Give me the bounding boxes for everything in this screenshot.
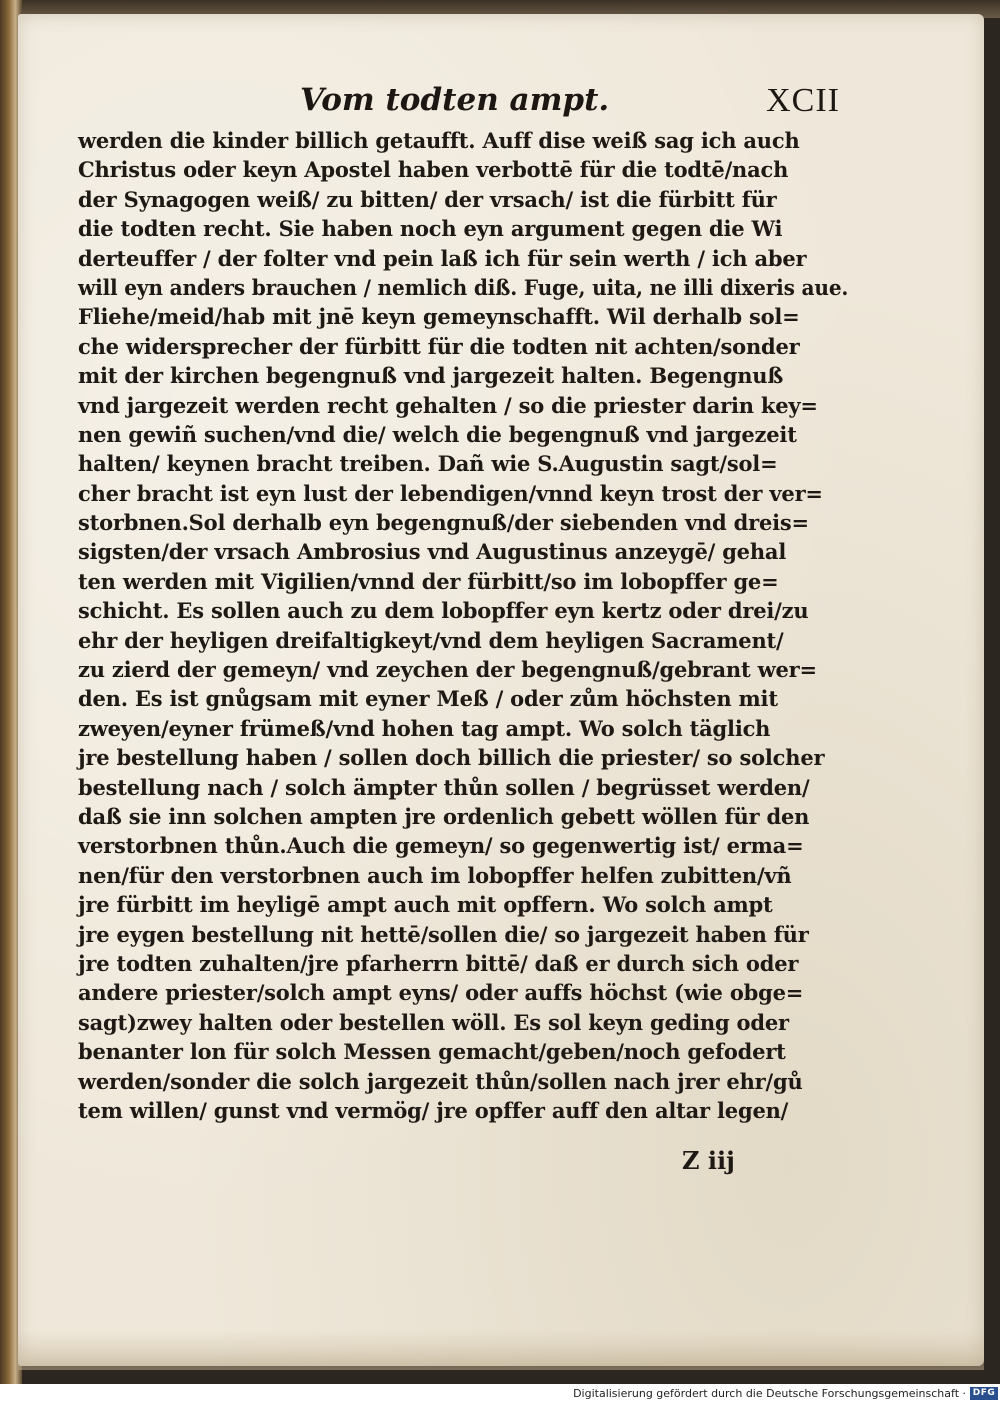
text-line: Christus oder keyn Apostel haben verbottē für die todtē/nach xyxy=(78,157,789,183)
text-line: derteuffer / der folter vnd pein laß ich für sein werth / ich aber xyxy=(78,245,807,271)
text-line: vnd jargezeit werden recht gehalten / so die priester darin key= xyxy=(78,392,818,418)
text-line: nen gewiñ suchen/vnd die/ welch die begengnuß vnd jargezeit xyxy=(78,421,797,447)
text-line: tem willen/ gunst vnd vermög/ jre opffer auff den altar legen/ xyxy=(78,1097,789,1123)
text-line: bestellung nach / solch ämpter thůn sollen / begrüsset werden/ xyxy=(78,774,810,800)
text-line: ehr der heyligen dreifaltigkeyt/vnd dem heyligen Sacrament/ xyxy=(78,627,784,653)
text-line: sagt)zwey halten oder bestellen wöll. Es sol keyn geding oder xyxy=(78,1009,789,1035)
text-line: che widersprecher der fürbitt für die todten nit achten/sonder xyxy=(78,333,800,359)
dfg-logo: DFG xyxy=(970,1387,998,1400)
running-head xyxy=(300,82,840,126)
text-line: verstorbnen thůn.Auch die gemeyn/ so gegenwertig ist/ erma= xyxy=(78,833,804,859)
text-line: schicht. Es sollen auch zu dem lobopffer eyn kertz oder drei/zu xyxy=(78,598,809,624)
text-line: daß sie inn solchen ampten jre ordenlich gebett wöllen für den xyxy=(78,803,810,829)
text-line: storbnen.Sol derhalb eyn begengnuß/der siebenden vnd dreis= xyxy=(78,510,809,536)
text-line: werden/sonder die solch jargezeit thůn/sollen nach jrer ehr/gů xyxy=(78,1068,803,1094)
page-shading xyxy=(18,1330,984,1370)
text-line: der Synagogen weiß/ zu bitten/ der vrsach/ ist die fürbitt für xyxy=(78,186,777,212)
text-line: werden die kinder billich getaufft. Auff dise weiß sag ich auch xyxy=(78,128,800,153)
text-line: mit der kirchen begengnuß vnd jargezeit halten. Begengnuß xyxy=(78,363,784,389)
text-line: andere priester/solch ampt eyns/ oder auffs höchst (wie obge= xyxy=(78,980,804,1006)
text-line: Fliehe/meid/hab mit jnē keyn gemeynschafft. Wil derhalb sol= xyxy=(78,304,800,330)
funding-credit: Digitalisierung gefördert durch die Deutsche Forschungsgemeinschaft · xyxy=(573,1387,966,1400)
text-line: jre fürbitt im heyligē ampt auch mit opffern. Wo solch ampt xyxy=(78,892,773,918)
text-line: zu zierd der gemeyn/ vnd zeychen der begengnuß/gebrant wer= xyxy=(78,657,817,683)
text-line: cher bracht ist eyn lust der lebendigen/vnnd keyn trost der ver= xyxy=(78,480,823,506)
signature-mark: Z iij xyxy=(682,1146,735,1175)
footer-bar xyxy=(0,1384,1000,1404)
text-line: ten werden mit Vigilien/vnnd der fürbitt/so im lobopffer ge= xyxy=(78,568,779,594)
text-line: den. Es ist gnůgsam mit eyner Meß / oder zům höchsten mit xyxy=(78,686,778,712)
text-line: die todten recht. Sie haben noch eyn argument gegen die Wi xyxy=(78,216,783,242)
text-line: will eyn anders brauchen / nemlich diß. Fuge, uita, ne illi dixeris aue. xyxy=(78,274,849,300)
text-line: sigsten/der vrsach Ambrosius vnd Augustinus anzeygē/ gehal xyxy=(78,539,787,565)
text-line: jre eygen bestellung nit hettē/sollen die/ so jargezeit haben für xyxy=(78,921,809,947)
text-line: benanter lon für solch Messen gemacht/geben/noch gefodert xyxy=(78,1039,786,1065)
body-text xyxy=(78,126,848,1125)
running-title: Vom todten ampt. xyxy=(300,82,610,118)
text-line: zweyen/eyner frümeß/vnd hohen tag ampt. Wo solch täglich xyxy=(78,715,771,741)
text-line: jre bestellung haben / sollen doch billich die priester/ so solcher xyxy=(78,745,825,771)
text-line: nen/für den verstorbnen auch im lobopffer helfen zubitten/vñ xyxy=(78,862,792,888)
text-line: halten/ keynen bracht treiben. Dañ wie S.Augustin sagt/sol= xyxy=(78,451,778,477)
text-line: jre todten zuhalten/jre pfarherrn bittē/ daß er durch sich oder xyxy=(78,950,799,976)
folio-number: XCII xyxy=(766,82,840,119)
